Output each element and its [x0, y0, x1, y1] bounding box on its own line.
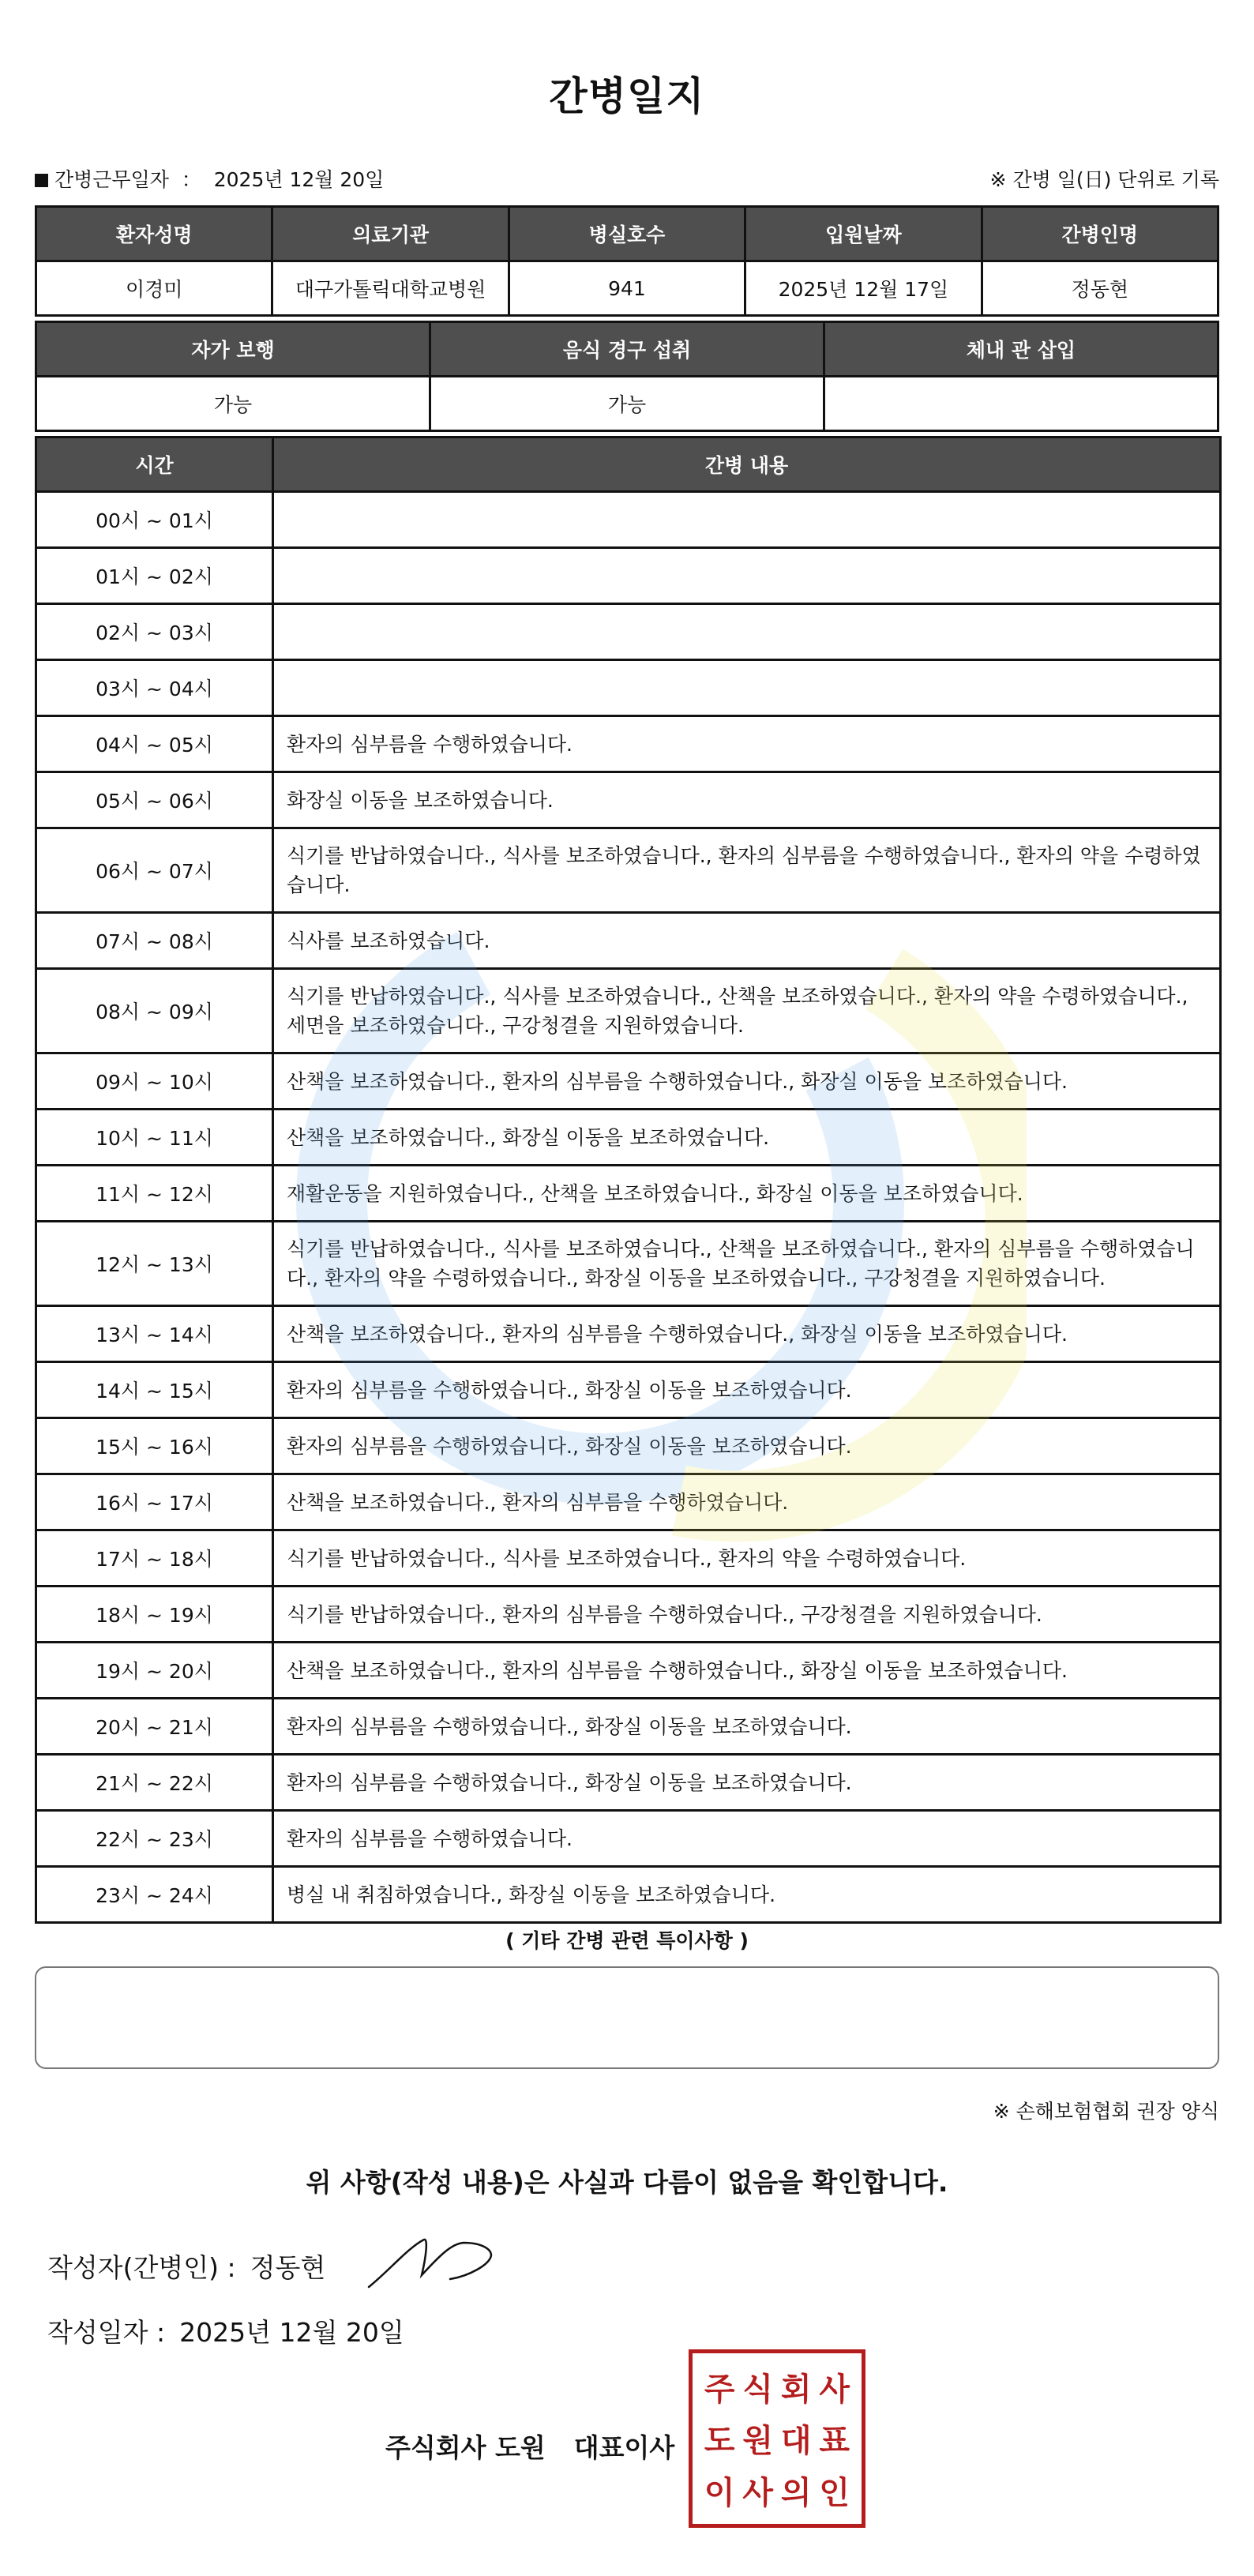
log-row — [36, 1811, 1221, 1867]
seal-character: 표 — [819, 2423, 850, 2460]
log-row — [36, 1587, 1221, 1643]
header-self-walking: 자가 보행 — [36, 322, 430, 377]
log-time: 02시 ~ 03시 — [36, 604, 273, 660]
caregiver-name: 정동현 — [982, 261, 1218, 316]
company-name: 주식회사 도원 — [385, 2432, 546, 2463]
recommend-note: ※ 손해보험협회 권장 양식 — [993, 2100, 1219, 2123]
log-content — [273, 604, 1221, 660]
log-content — [273, 492, 1221, 548]
log-content: 환자의 심부름을 수행하였습니다., 화장실 이동을 보조하였습니다. — [273, 1755, 1221, 1811]
seal-character: 도 — [704, 2423, 735, 2460]
log-content: 산책을 보조하였습니다., 환자의 심부름을 수행하였습니다., 화장실 이동을 보조하였습니다. — [273, 1306, 1221, 1362]
header-tube-insertion: 체내 관 삽입 — [824, 322, 1218, 377]
log-time: 22시 ~ 23시 — [36, 1811, 273, 1867]
written-date-value: 2025년 12월 20일 — [179, 2317, 404, 2348]
log-time: 08시 ~ 09시 — [36, 969, 273, 1053]
log-time: 20시 ~ 21시 — [36, 1699, 273, 1755]
log-row — [36, 969, 1221, 1053]
seal-character: 인 — [819, 2474, 850, 2511]
log-content: 환자의 심부름을 수행하였습니다., 화장실 이동을 보조하였습니다. — [273, 1699, 1221, 1755]
written-date-line — [47, 2312, 404, 2349]
log-row — [36, 1362, 1221, 1418]
log-content: 식기를 반납하였습니다., 식사를 보조하였습니다., 환자의 심부름을 수행하였습니다., 환자의 약을 수령하였습니다. — [273, 828, 1221, 913]
log-row — [36, 1166, 1221, 1222]
seal-character: 원 — [742, 2423, 774, 2460]
log-time: 12시 ~ 13시 — [36, 1222, 273, 1306]
log-row — [36, 913, 1221, 969]
log-time: 17시 ~ 18시 — [36, 1530, 273, 1587]
log-row — [36, 1222, 1221, 1306]
log-content: 산책을 보조하였습니다., 환자의 심부름을 수행하였습니다. — [273, 1474, 1221, 1530]
extra-notes-label: ( 기타 간병 관련 특이사항 ) — [505, 1929, 749, 1952]
patient-info-table — [35, 205, 1219, 317]
writer-name: 정동현 — [250, 2252, 326, 2283]
log-time: 10시 ~ 11시 — [36, 1110, 273, 1166]
log-content: 식기를 반납하였습니다., 환자의 심부름을 수행하였습니다., 구강청결을 지원하였습니다. — [273, 1587, 1221, 1643]
status-value-row — [36, 377, 1218, 431]
work-date-line — [35, 164, 384, 193]
seal-character: 대 — [780, 2423, 812, 2460]
log-row — [36, 1643, 1221, 1699]
log-time: 16시 ~ 17시 — [36, 1474, 273, 1530]
log-content: 산책을 보조하였습니다., 환자의 심부름을 수행하였습니다., 화장실 이동을 보조하였습니다. — [273, 1643, 1221, 1699]
tube-insertion-value — [824, 377, 1218, 431]
company-line — [385, 2428, 674, 2465]
header-hospital: 의료기관 — [272, 207, 509, 261]
log-content: 환자의 심부름을 수행하였습니다. — [273, 1811, 1221, 1867]
seal-character: 사 — [742, 2474, 774, 2511]
work-date-label: 간병근무일자 — [54, 168, 169, 191]
unit-note: ※ 간병 일(日) 단위로 기록 — [989, 168, 1219, 191]
work-date-sep: ： — [181, 168, 201, 191]
written-date-label: 작성일자 : — [47, 2317, 166, 2348]
log-row — [36, 716, 1221, 772]
log-content: 식사를 보조하였습니다. — [273, 913, 1221, 969]
log-time: 07시 ~ 08시 — [36, 913, 273, 969]
status-header-row — [36, 322, 1218, 377]
square-bullet-icon — [35, 174, 48, 187]
log-row — [36, 1474, 1221, 1530]
log-time: 06시 ~ 07시 — [36, 828, 273, 913]
log-row — [36, 1418, 1221, 1474]
care-log-table — [35, 436, 1222, 1924]
handwritten-signature — [365, 2232, 499, 2295]
log-time: 03시 ~ 04시 — [36, 660, 273, 716]
log-time: 15시 ~ 16시 — [36, 1418, 273, 1474]
log-row — [36, 604, 1221, 660]
log-time: 09시 ~ 10시 — [36, 1053, 273, 1110]
seal-character: 이 — [704, 2474, 735, 2511]
room-number: 941 — [509, 261, 745, 316]
log-time: 01시 ~ 02시 — [36, 548, 273, 604]
log-content: 환자의 심부름을 수행하였습니다., 화장실 이동을 보조하였습니다. — [273, 1418, 1221, 1474]
log-content — [273, 548, 1221, 604]
patient-status-table — [35, 321, 1219, 432]
header-oral-intake: 음식 경구 섭취 — [430, 322, 824, 377]
extra-notes-box — [35, 1966, 1219, 2069]
seal-character: 회 — [780, 2371, 812, 2409]
log-time: 05시 ~ 06시 — [36, 772, 273, 828]
oral-intake-value: 가능 — [430, 377, 824, 431]
log-time: 18시 ~ 19시 — [36, 1587, 273, 1643]
log-time: 14시 ~ 15시 — [36, 1362, 273, 1418]
header-time: 시간 — [36, 437, 273, 492]
patient-header-row — [36, 207, 1218, 261]
log-time: 04시 ~ 05시 — [36, 716, 273, 772]
log-row — [36, 828, 1221, 913]
log-row — [36, 1867, 1221, 1923]
log-content: 환자의 심부름을 수행하였습니다., 화장실 이동을 보조하였습니다. — [273, 1362, 1221, 1418]
log-content: 산책을 보조하였습니다., 환자의 심부름을 수행하였습니다., 화장실 이동을 보조하였습니다. — [273, 1053, 1221, 1110]
header-patient-name: 환자성명 — [36, 207, 272, 261]
page-title: 간병일지 — [549, 73, 705, 119]
self-walking-value: 가능 — [36, 377, 430, 431]
seal-characters — [700, 2361, 854, 2516]
header-care-content: 간병 내용 — [273, 437, 1221, 492]
writer-line — [47, 2247, 325, 2285]
admission-date: 2025년 12월 17일 — [745, 261, 982, 316]
header-room-number: 병실호수 — [509, 207, 745, 261]
log-time: 23시 ~ 24시 — [36, 1867, 273, 1923]
log-row — [36, 1306, 1221, 1362]
log-time: 21시 ~ 22시 — [36, 1755, 273, 1811]
work-date-value: 2025년 12월 20일 — [213, 168, 385, 191]
confirmation-statement: 위 사항(작성 내용)은 사실과 다름이 없음을 확인합니다. — [306, 2167, 948, 2198]
patient-name: 이경미 — [36, 261, 272, 316]
company-role: 대표이사 — [573, 2432, 675, 2463]
log-content: 재활운동을 지원하였습니다., 산책을 보조하였습니다., 화장실 이동을 보조하였습니다. — [273, 1166, 1221, 1222]
log-row — [36, 1699, 1221, 1755]
log-content: 산책을 보조하였습니다., 화장실 이동을 보조하였습니다. — [273, 1110, 1221, 1166]
log-row — [36, 1053, 1221, 1110]
log-time: 13시 ~ 14시 — [36, 1306, 273, 1362]
log-header-row — [36, 437, 1221, 492]
log-content: 식기를 반납하였습니다., 식사를 보조하였습니다., 산책을 보조하였습니다., 환자의 약을 수령하였습니다., 세면을 보조하였습니다., 구강청결을 지원하였습니다. — [273, 969, 1221, 1053]
log-content — [273, 660, 1221, 716]
log-time: 19시 ~ 20시 — [36, 1643, 273, 1699]
seal-character: 사 — [819, 2371, 850, 2409]
seal-character: 주 — [704, 2371, 735, 2409]
log-content: 식기를 반납하였습니다., 식사를 보조하였습니다., 환자의 약을 수령하였습니다. — [273, 1530, 1221, 1587]
seal-character: 식 — [742, 2371, 774, 2409]
log-row — [36, 1110, 1221, 1166]
patient-value-row — [36, 261, 1218, 316]
writer-label: 작성자(간병인) : — [47, 2252, 236, 2283]
log-content: 환자의 심부름을 수행하였습니다. — [273, 716, 1221, 772]
hospital-name: 대구가톨릭대학교병원 — [272, 261, 509, 316]
log-row — [36, 772, 1221, 828]
log-content: 화장실 이동을 보조하였습니다. — [273, 772, 1221, 828]
log-row — [36, 492, 1221, 548]
log-row — [36, 1755, 1221, 1811]
log-row — [36, 1530, 1221, 1587]
log-content: 병실 내 취침하였습니다., 화장실 이동을 보조하였습니다. — [273, 1867, 1221, 1923]
log-row — [36, 660, 1221, 716]
header-admission-date: 입원날짜 — [745, 207, 982, 261]
seal-character: 의 — [780, 2474, 812, 2511]
header-caregiver-name: 간병인명 — [982, 207, 1218, 261]
log-content: 식기를 반납하였습니다., 식사를 보조하였습니다., 산책을 보조하였습니다., 환자의 심부름을 수행하였습니다., 환자의 약을 수령하였습니다., 화장실 이동을 보조하였습니다., 구강청결을 지원하였습니다. — [273, 1222, 1221, 1306]
log-time: 11시 ~ 12시 — [36, 1166, 273, 1222]
company-seal-stamp — [689, 2349, 865, 2528]
log-row — [36, 548, 1221, 604]
log-time: 00시 ~ 01시 — [36, 492, 273, 548]
